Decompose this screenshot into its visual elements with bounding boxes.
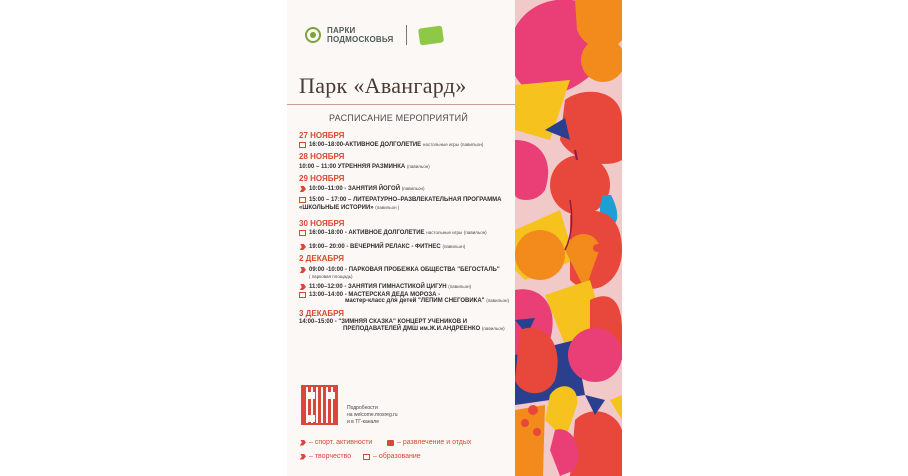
legend-item-education: – образование: [363, 453, 421, 460]
event-row: 13:00–14:00 - МАСТЕРСКАЯ ДЕДА МОРОЗА -: [299, 291, 440, 299]
event-row-continued: ПРЕПОДАВАТЕЛЕЙ ДМШ им.Ж.И.АНДРЕЕНКО (павильон): [343, 326, 505, 332]
autumn-illustration: [515, 0, 622, 476]
sport-icon: [299, 267, 306, 273]
title-divider: [287, 104, 515, 105]
logo-line-1: ПАРКИ: [327, 26, 356, 35]
event-row-continued: ( парковая площадь): [309, 274, 353, 279]
event-row: 10:00 – 11:00 УТРЕННЯЯ РАЗМИНКА (павильон): [299, 164, 430, 170]
education-icon: [299, 142, 306, 148]
sport-icon: [299, 440, 306, 446]
park-title: Парк «Авангард»: [299, 73, 467, 98]
info-text: Подробности на welcome.mosreg.ru и в ТГ-канале: [347, 405, 398, 425]
event-row: 11:00–12:00 - ЗАНЯТИЯ ГИМНАСТИКОЙ ЦИГУН (павильон): [299, 283, 471, 291]
day-heading: 28 НОЯБРЯ: [299, 152, 345, 161]
autumn-leaves-art: [515, 0, 622, 476]
logo-line-2: ПОДМОСКОВЬЯ: [327, 35, 394, 44]
schedule-subtitle: РАСПИСАНИЕ МЕРОПРИЯТИЙ: [329, 113, 469, 123]
region-sticker-icon: [417, 25, 443, 45]
legend-item-creativity: – творчество: [299, 453, 351, 460]
education-icon: [299, 197, 306, 203]
legend-item-sport: – спорт. активности: [299, 439, 372, 446]
creativity-icon: [299, 454, 306, 460]
parks-logo-icon: [305, 27, 321, 43]
logo-divider: [406, 25, 407, 45]
day-heading: 3 ДЕКАБРЯ: [299, 309, 345, 318]
qr-code[interactable]: [301, 385, 338, 425]
day-heading: 27 НОЯБРЯ: [299, 131, 345, 140]
event-row: 15:00 – 17:00 – ЛИТЕРАТУРНО–РАЗВЛЕКАТЕЛЬНАЯ ПРОГРАММА: [299, 196, 501, 204]
event-row: 10:00–11:00 - ЗАНЯТИЯ ЙОГОЙ (павильон): [299, 185, 425, 193]
sport-icon: [299, 284, 306, 290]
education-icon: [299, 292, 306, 298]
education-icon: [299, 230, 306, 236]
day-heading: 30 НОЯБРЯ: [299, 219, 345, 228]
event-row: 16:00–18:00-АКТИВНОЕ ДОЛГОЛЕТИЕ настольные игры (павильон): [299, 141, 483, 149]
entertainment-icon: [387, 440, 394, 446]
day-heading: 29 НОЯБРЯ: [299, 174, 345, 183]
event-row: 09:00 -10:00 - ПАРКОВАЯ ПРОБЕЖКА ОБЩЕСТВА "БЕГОСТАЛЬ": [299, 266, 500, 274]
parks-logo: [305, 25, 443, 45]
legend-item-entertainment: – развлечение и отдых: [387, 439, 471, 446]
event-row: 14:00–15:00 - "ЗИМНЯЯ СКАЗКА" КОНЦЕРТ УЧЕНИКОВ И: [299, 319, 468, 325]
event-row-continued: «ШКОЛЬНЫЕ ИСТОРИИ» (павильон ): [299, 205, 400, 211]
event-row-continued: мастер-класс для детей "ЛЕПИМ СНЕГОВИКА" (павильон): [345, 298, 509, 304]
event-row: 19:00– 20:00 - ВЕЧЕРНИЙ РЕЛАКС - ФИТНЕС (павильон): [299, 243, 465, 251]
event-row: 16:00–18:00 - АКТИВНОЕ ДОЛГОЛЕТИЕ настольные игры (павильон): [299, 229, 487, 237]
sport-icon: [299, 186, 306, 192]
sport-icon: [299, 244, 306, 250]
education-icon: [363, 454, 370, 460]
day-heading: 2 ДЕКАБРЯ: [299, 254, 345, 263]
